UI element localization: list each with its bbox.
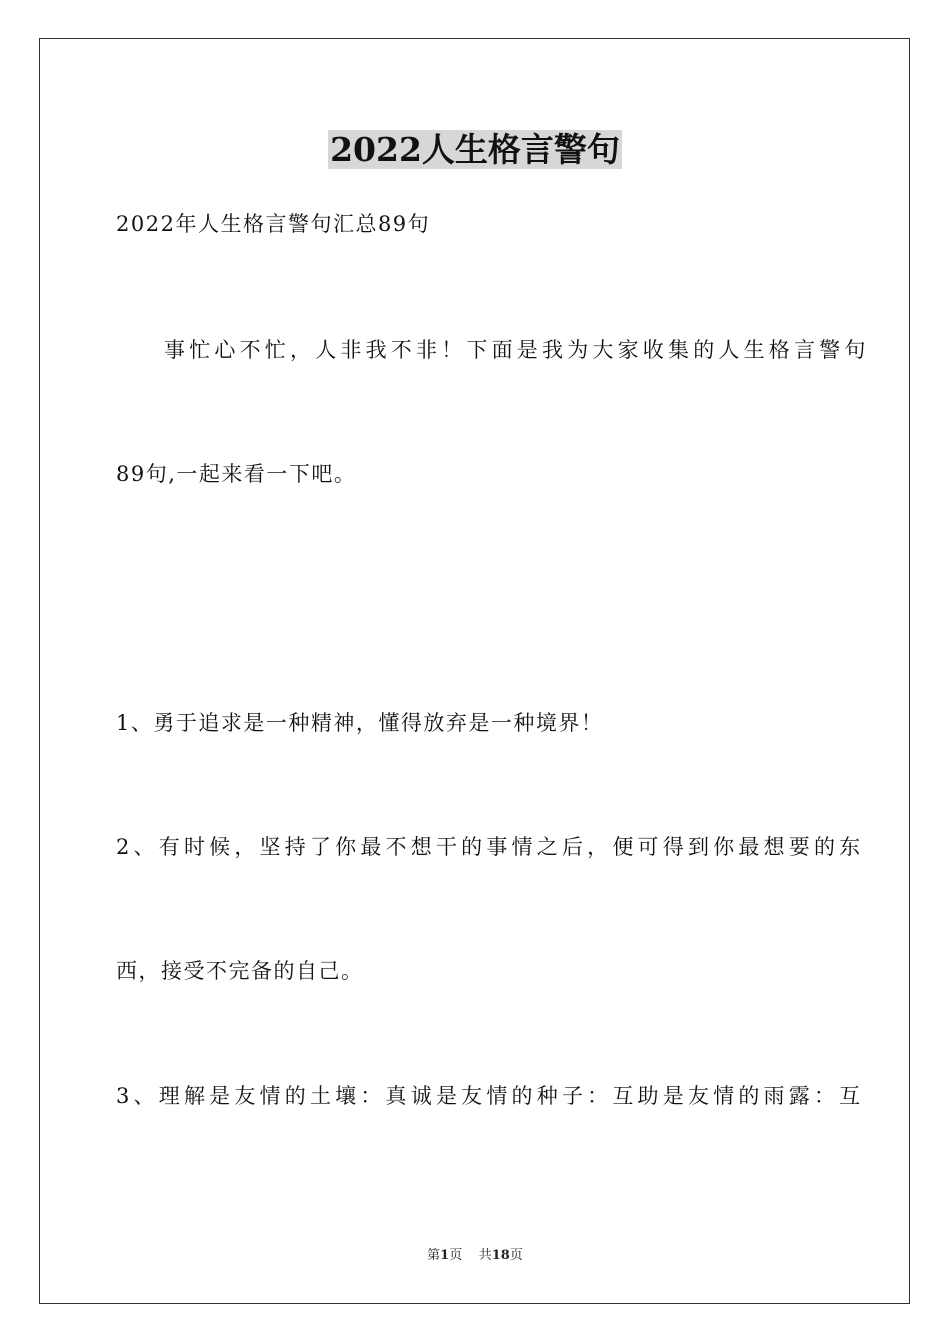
intro-line-2: 89句,一起来看一下吧。 (116, 462, 357, 486)
footer-total-suffix: 页 (509, 1248, 523, 1263)
footer-total-pages: 18 (491, 1248, 510, 1263)
document-title-text: 2022人生格言警句 (330, 130, 620, 169)
document-title (0, 124, 950, 176)
list-item-1: 1、勇于追求是一种精神，懂得放弃是一种境界！ (116, 711, 604, 735)
footer-page-prefix: 第 (427, 1248, 441, 1263)
list-item-2-line-1: 2、有时候，坚持了你最不想干的事情之后，便可得到你最想要的东 (116, 835, 865, 859)
intro-line-1: 事忙心不忙，人非我不非！下面是我为大家收集的人生格言警句 (164, 338, 870, 362)
footer-total-prefix: 共 (478, 1248, 492, 1263)
document-subtitle: 2022年人生格言警句汇总89句 (116, 212, 431, 236)
footer-page-suffix: 页 (449, 1248, 463, 1263)
footer-page-number: 1 (440, 1248, 450, 1263)
list-item-2-line-2: 西，接受不完备的自己。 (116, 959, 364, 983)
list-item-3-line-1: 3、理解是友情的土壤：真诚是友情的种子：互助是友情的雨露：互 (116, 1084, 865, 1108)
page-footer (0, 1246, 950, 1266)
